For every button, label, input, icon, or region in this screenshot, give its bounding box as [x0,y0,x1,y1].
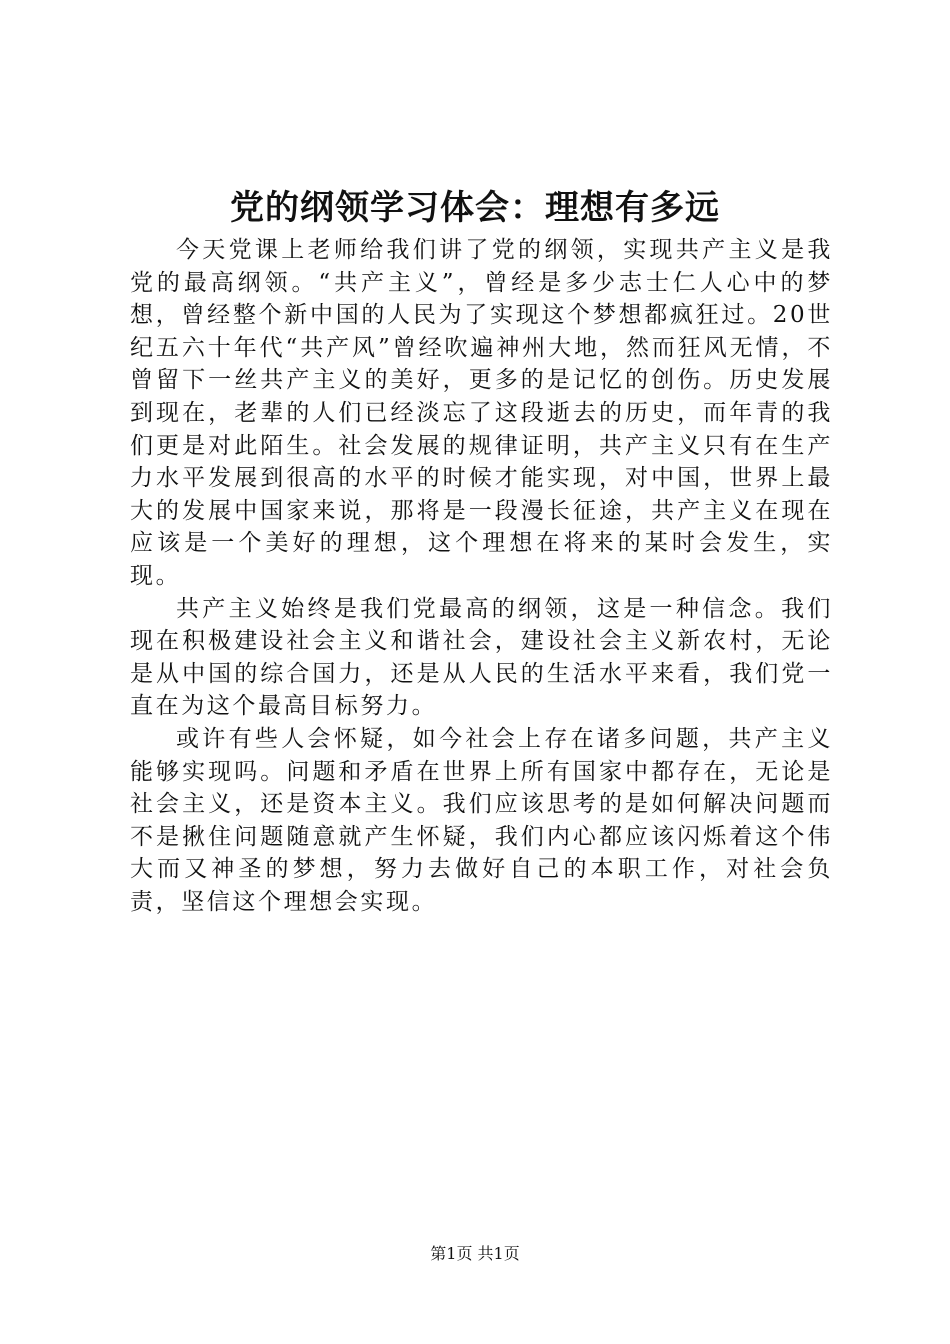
paragraph-3: 或许有些人会怀疑，如今社会上存在诸多问题，共产主义能够实现吗。问题和矛盾在世界上所有国家中都存在，无论是社会主义，还是资本主义。我们应该思考的是如何解决问题而不是揪住问题随意就产生怀疑，我们内心都应该闪烁着这个伟大而又神圣的梦想，努力去做好自己的本职工作，对社会负责，坚信这个理想会实现。 [130,725,833,915]
page-footer: 第1页 共1页 [430,1244,520,1263]
document-body [130,234,833,918]
paragraph-2: 共产主义始终是我们党最高的纲领，这是一种信念。我们现在积极建设社会主义和谐社会，建设社会主义新农村，无论是从中国的综合国力，还是从人民的生活水平来看，我们党一直在为这个最高目标努力。 [130,595,833,720]
document-title: 党的纲领学习体会：理想有多远 [230,188,720,228]
paragraph-1: 今天党课上老师给我们讲了党的纲领，实现共产主义是我党的最高纲领。“共产主义”，曾经是多少志士仁人心中的梦想，曾经整个新中国的人民为了实现这个梦想都疯狂过。20世纪五六十年代“共产风”曾经吹遍神州大地，然而狂风无情，不曾留下一丝共产主义的美好，更多的是记忆的创伤。历史发展到现在，老辈的人们已经淡忘了这段逝去的历史，而年青的我们更是对此陌生。社会发展的规律证明，共产主义只有在生产力水平发展到很高的水平的时候才能实现，对中国，世界上最大的发展中国家来说，那将是一段漫长征途，共产主义在现在应该是一个美好的理想，这个理想在将来的某时会发生，实现。 [130,237,833,589]
